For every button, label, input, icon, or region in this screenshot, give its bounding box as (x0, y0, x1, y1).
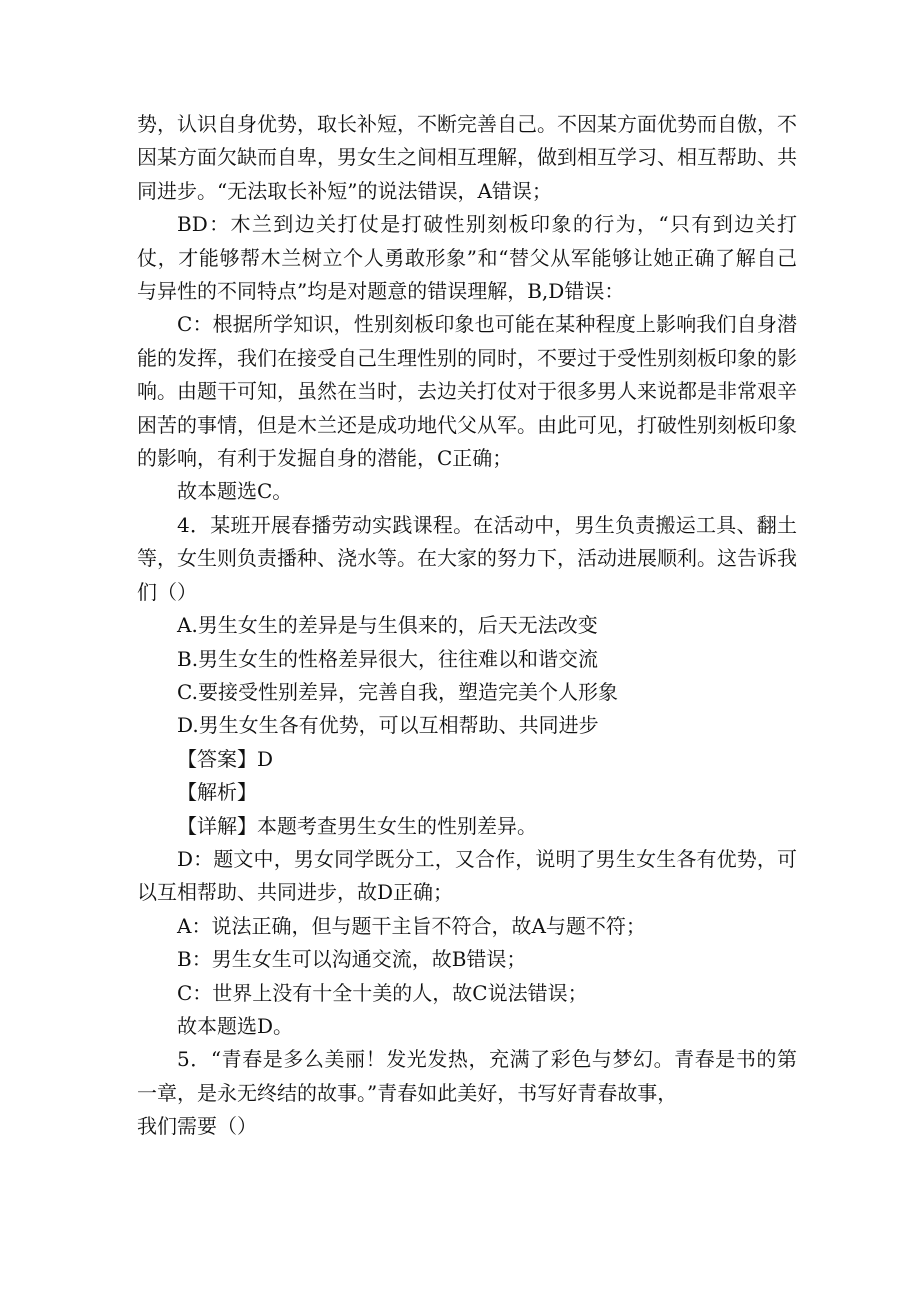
question-4-detail: 【详解】本题考查男生女生的性别差异。 (177, 813, 537, 838)
question-4-analysis-heading: 【解析】 (177, 780, 257, 805)
question-5-stem: 5．“青春是多么美丽！发光发热，充满了彩色与梦幻。青春是书的第一章，是永无终结的故事。”青春如此美好，书写好青春故事， (137, 1047, 797, 1105)
document-body (137, 108, 797, 1144)
question-4-analysis-d: D：题文中，男女同学既分工，又合作，说明了男生女生各有优势，可以互相帮助、共同进步，故D正确； (137, 846, 797, 905)
question-4-stem: 4．某班开展春播劳动实践课程。在活动中，男生负责搬运工具、翻土等，女生则负责播种、浇水等。在大家的努力下，活动进展顺利。这告诉我们（） (137, 512, 797, 604)
question-5-stem-continued: 我们需要（） (137, 1114, 257, 1139)
question-4-analysis-c: C：世界上没有十全十美的人，故C说法错误； (177, 980, 588, 1005)
question-4-answer: 【答案】D (177, 746, 274, 771)
paragraph-continuation: 势，认识自身优势，取长补短，不断完善自己。不因某方面优势而自傲，不因某方面欠缺而自卑，男女生之间相互理解，做到相互学习、相互帮助、共同进步。“无法取长补短”的说法错误，A错误； (137, 112, 797, 203)
question-4-option-a: A.男生女生的差异是与生俱来的，后天无法改变 (177, 613, 598, 638)
paragraph-analysis-c: C：根据所学知识，性别刻板印象也可能在某种程度上影响我们自身潜能的发挥，我们在接受自己生理性别的同时，不要过于受性别刻板印象的影响。由题干可知，虽然在当时，去边关打仗对于很多男人来说都是非常艰辛困苦的事情，但是木兰还是成功地代父从军。由此可见，打破性别刻板印象的影响，有利于发掘自身的潜能，C正确； (137, 312, 797, 471)
paragraph-conclusion-q3: 故本题选C。 (177, 479, 293, 504)
question-4-option-b: B.男生女生的性格差异很大，往往难以和谐交流 (177, 646, 599, 671)
question-4-option-d: D.男生女生各有优势，可以互相帮助、共同进步 (177, 713, 599, 738)
question-4-analysis-b: B：男生女生可以沟通交流，故B错误； (177, 947, 527, 972)
paragraph-analysis-bd: BD：木兰到边关打仗是打破性别刻板印象的行为，“只有到边关打仗，才能够帮木兰树立个人勇敢形象”和“替父从军能够让她正确了解自己与异性的不同特点”均是对题意的错误理解，B,D错误： (137, 212, 797, 304)
question-4-option-c: C.要接受性别差异，完善自我，塑造完美个人形象 (177, 679, 618, 704)
question-4-conclusion: 故本题选D。 (177, 1013, 294, 1038)
question-4-analysis-a: A：说法正确，但与题干主旨不符合，故A与题不符； (177, 913, 646, 938)
